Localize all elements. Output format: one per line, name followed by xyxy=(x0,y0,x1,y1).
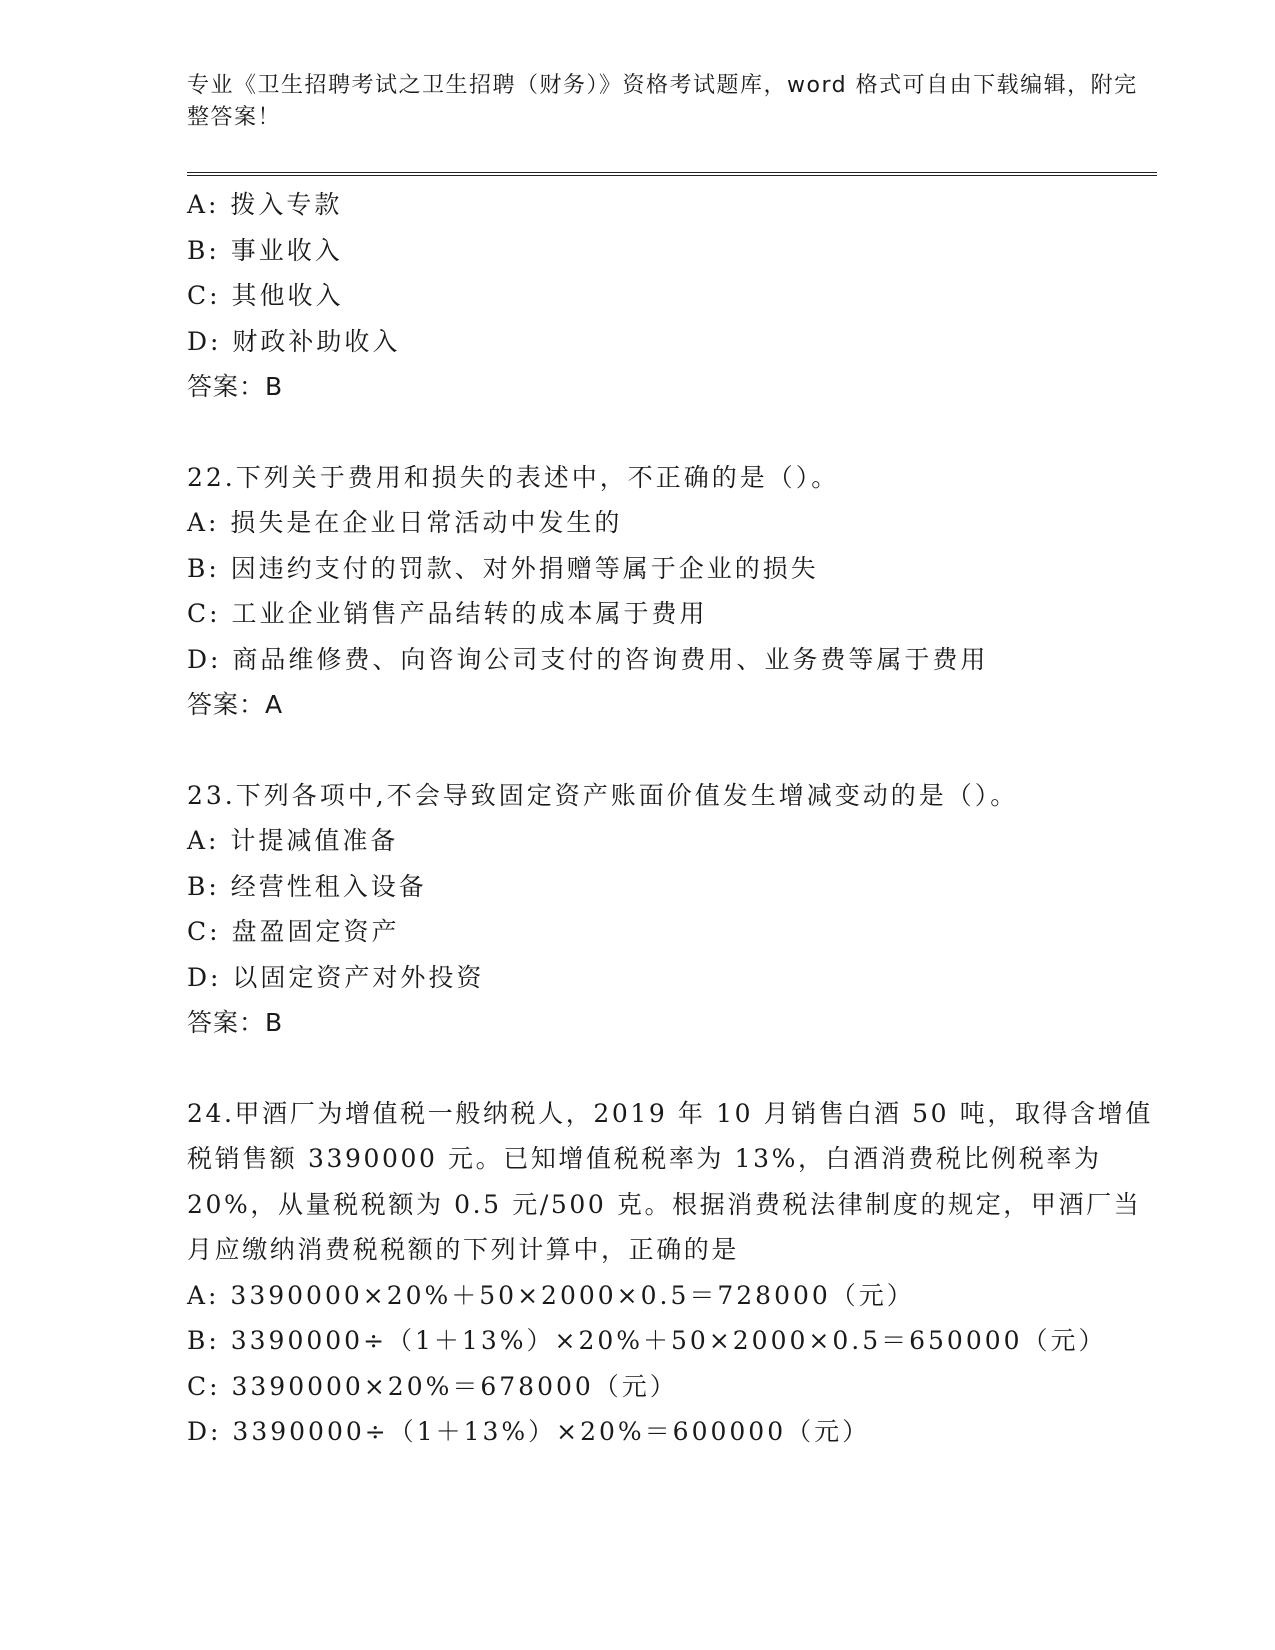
option-d: D: 3390000÷（1＋13%）×20%＝600000（元） xyxy=(187,1417,871,1446)
header-divider xyxy=(187,172,1157,176)
document-page xyxy=(187,70,1157,1455)
question-21 xyxy=(187,182,1157,410)
option-c: C: 盘盈固定资产 xyxy=(187,917,400,946)
option-c: C: 工业企业销售产品结转的成本属于费用 xyxy=(187,599,708,628)
option-a: A: 拨入专款 xyxy=(187,190,343,219)
answer: 答案：A xyxy=(187,690,284,719)
option-b: B: 经营性租入设备 xyxy=(187,871,427,901)
option-b: B: 3390000÷（1＋13%）×20%＋50×2000×0.5＝650000（元） xyxy=(187,1326,1107,1355)
question-text: 24.甲酒厂为增值税一般纳税人，2019 年 10 月销售白酒 50 吨，取得含增值税销售额 3390000 元。已知增值税税率为 13%，白酒消费税比例税率为 20%，从量税税额为 0.5 元/500 克。根据消费税法律制度的规定，甲酒厂当月应缴纳消费税税额的下列计算中，正确的是 xyxy=(187,1098,1153,1264)
option-d: D: 财政补助收入 xyxy=(187,326,401,356)
option-a: A: 计提减值准备 xyxy=(187,826,399,855)
question-22 xyxy=(187,455,1157,728)
answer: 答案：B xyxy=(187,1008,284,1037)
answer: 答案：B xyxy=(187,372,284,401)
option-d: D: 商品维修费、向咨询公司支付的咨询费用、业务费等属于费用 xyxy=(187,644,989,674)
document-header: 专业《卫生招聘考试之卫生招聘（财务）》资格考试题库，word 格式可自由下载编辑，附完整答案！ xyxy=(187,73,1138,130)
question-24 xyxy=(187,1091,1157,1455)
question-text: 22.下列关于费用和损失的表述中，不正确的是（）。 xyxy=(187,462,840,492)
option-d: D: 以固定资产对外投资 xyxy=(187,962,485,992)
option-b: B: 因违约支付的罚款、对外捐赠等属于企业的损失 xyxy=(187,553,819,583)
option-a: A: 损失是在企业日常活动中发生的 xyxy=(187,508,623,537)
option-b: B: 事业收入 xyxy=(187,235,343,265)
question-23 xyxy=(187,773,1157,1046)
option-a: A: 3390000×20%＋50×2000×0.5＝728000（元） xyxy=(187,1280,915,1310)
option-c: C: 3390000×20%＝678000（元） xyxy=(187,1371,678,1401)
option-c: C: 其他收入 xyxy=(187,281,344,310)
question-text: 23.下列各项中,不会导致固定资产账面价值发生增减变动的是（）。 xyxy=(187,780,1019,810)
